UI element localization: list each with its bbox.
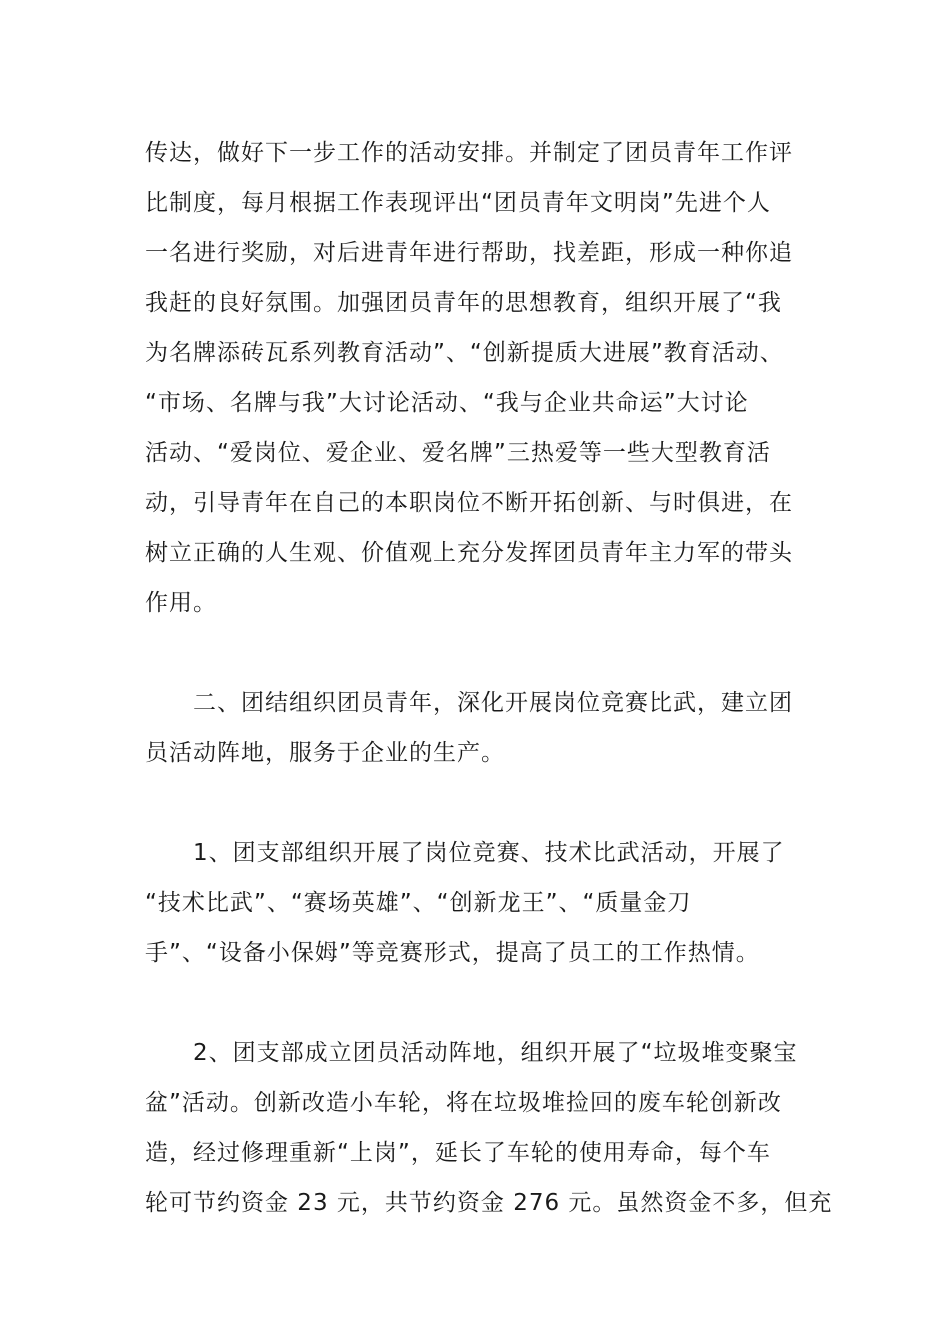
text-line: 活动、“爱岗位、爱企业、爱名牌”三热爱等一些大型教育活 bbox=[145, 440, 771, 466]
text-line: 2、团支部成立团员活动阵地，组织开展了“垃圾堆变聚宝 bbox=[145, 1040, 798, 1066]
section-heading-line: 员活动阵地，服务于企业的生产。 bbox=[145, 740, 505, 766]
text-line: 作用。 bbox=[145, 590, 217, 616]
text-line: “技术比武”、“赛场英雄”、“创新龙王”、“质量金刀 bbox=[145, 890, 692, 916]
text-line: 传达，做好下一步工作的活动安排。并制定了团员青年工作评 bbox=[145, 140, 793, 166]
paragraph-4 bbox=[145, 1028, 833, 1228]
paragraph-1 bbox=[145, 128, 810, 628]
text-line: 我赶的良好氛围。加强团员青年的思想教育，组织开展了“我 bbox=[145, 290, 782, 316]
paragraph-spacer bbox=[145, 978, 810, 1028]
text-line: 为名牌添砖瓦系列教育活动”、“创新提质大进展”教育活动、 bbox=[145, 340, 784, 366]
text-line: 树立正确的人生观、价值观上充分发挥团员青年主力军的带头 bbox=[145, 540, 793, 566]
document-body bbox=[145, 128, 833, 1228]
text-line: 1、团支部组织开展了岗位竞赛、技术比武活动，开展了 bbox=[145, 840, 785, 866]
paragraph-2 bbox=[145, 678, 810, 778]
text-line: 轮可节约资金 23 元，共节约资金 276 元。虽然资金不多，但充 bbox=[145, 1190, 833, 1216]
text-line: “市场、名牌与我”大讨论活动、“我与企业共命运”大讨论 bbox=[145, 390, 749, 416]
text-line: 盆”活动。创新改造小车轮，将在垃圾堆捡回的废车轮创新改 bbox=[145, 1090, 782, 1116]
section-heading-line: 二、团结组织团员青年，深化开展岗位竞赛比武，建立团 bbox=[145, 690, 793, 716]
text-line: 一名进行奖励，对后进青年进行帮助，找差距，形成一种你追 bbox=[145, 240, 793, 266]
text-line: 造，经过修理重新“上岗”，延长了车轮的使用寿命，每个车 bbox=[145, 1140, 771, 1166]
text-line: 动，引导青年在自己的本职岗位不断开拓创新、与时俱进，在 bbox=[145, 490, 793, 516]
text-line: 手”、“设备小保姆”等竞赛形式，提高了员工的工作热情。 bbox=[145, 940, 760, 966]
paragraph-3 bbox=[145, 828, 810, 978]
text-line: 比制度，每月根据工作表现评出“团员青年文明岗”先进个人 bbox=[145, 190, 771, 216]
paragraph-spacer bbox=[145, 628, 810, 678]
paragraph-spacer bbox=[145, 778, 810, 828]
